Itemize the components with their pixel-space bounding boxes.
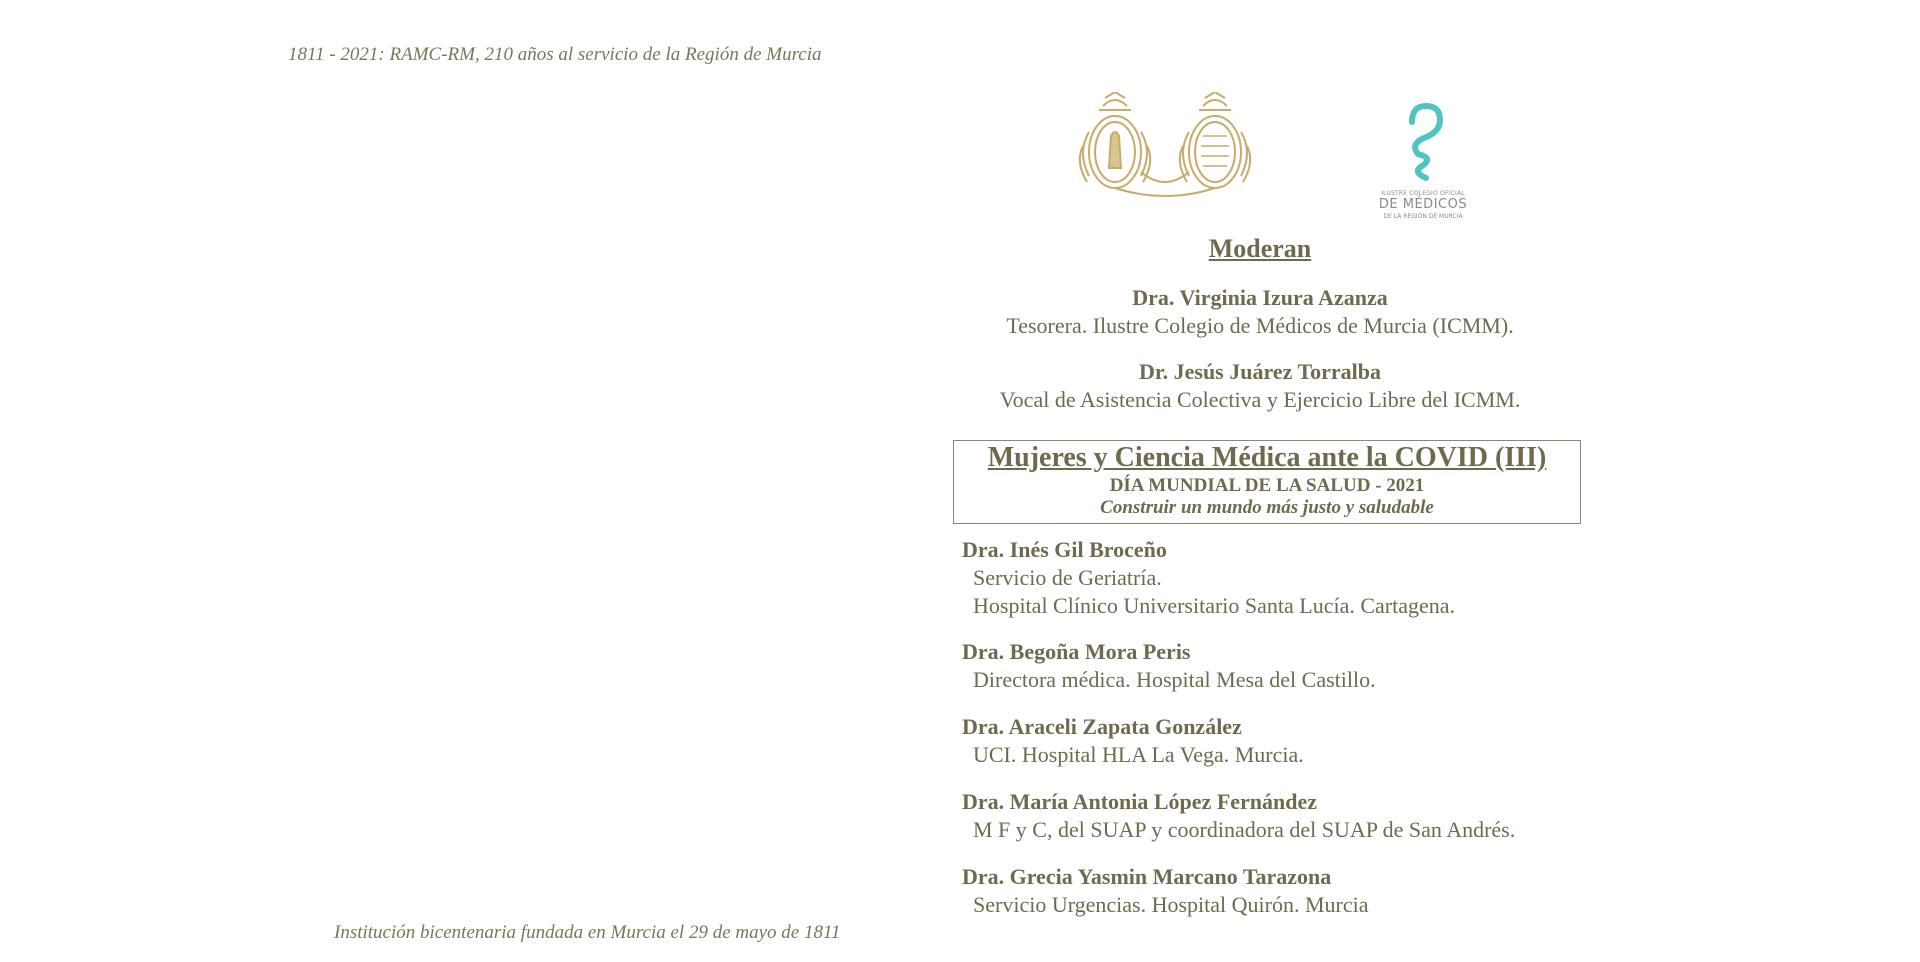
speaker-detail: Hospital Clínico Universitario Santa Lucía. Cartagena. <box>973 593 1456 618</box>
college-logo-line3: DE LA REGIÓN DE MURCIA <box>1383 213 1463 220</box>
event-tagline: Construir un mundo más justo y saludable <box>1100 497 1434 518</box>
speaker-name: Dra. Grecia Yasmin Marcano Tarazona <box>962 864 1332 889</box>
speaker-name: Dra. María Antonia López Fernández <box>962 789 1318 814</box>
college-logo <box>1378 100 1468 222</box>
academy-crests-logo <box>1075 92 1265 204</box>
moderator-1 <box>940 284 1580 340</box>
speaker-detail: Servicio Urgencias. Hospital Quirón. Murcia <box>973 892 1369 917</box>
speaker-detail: M F y C, del SUAP y coordinadora del SUAP de San Andrés. <box>973 817 1516 842</box>
header-note: 1811 - 2021: RAMC-RM, 210 años al servicio de la Región de Murcia <box>288 44 822 65</box>
speaker-name: Dra. Begoña Mora Peris <box>962 639 1191 664</box>
speaker-detail: Directora médica. Hospital Mesa del Castillo. <box>973 667 1376 692</box>
moderator-2 <box>940 358 1580 414</box>
speaker-1 <box>962 536 1662 620</box>
event-subtitle: DÍA MUNDIAL DE LA SALUD - 2021 <box>1109 475 1425 496</box>
footer-note: Institución bicentenaria fundada en Murcia el 29 de mayo de 1811 <box>334 922 841 943</box>
moderator-name: Dr. Jesús Juárez Torralba <box>1138 359 1382 384</box>
moderator-role: Tesorera. Ilustre Colegio de Médicos de Murcia (ICMM). <box>1006 313 1514 338</box>
event-title: Mujeres y Ciencia Médica ante la COVID (III) <box>987 442 1547 473</box>
speaker-3 <box>962 713 1662 769</box>
moderators-heading: Moderan <box>1208 234 1312 263</box>
speaker-name: Dra. Inés Gil Broceño <box>962 537 1167 562</box>
event-title-box <box>953 440 1581 524</box>
speaker-5 <box>962 863 1662 919</box>
moderator-role: Vocal de Asistencia Colectiva y Ejercicio Libre del ICMM. <box>999 387 1521 412</box>
speaker-4 <box>962 788 1662 844</box>
moderator-name: Dra. Virginia Izura Azanza <box>1132 285 1388 310</box>
college-logo-line1: ILUSTRE COLEGIO OFICIAL <box>1381 190 1465 197</box>
speaker-detail: Servicio de Geriatría. <box>973 565 1162 590</box>
speaker-2 <box>962 638 1662 694</box>
speaker-name: Dra. Araceli Zapata González <box>962 714 1242 739</box>
college-logo-line2: DE MÉDICOS <box>1378 197 1468 212</box>
speaker-detail: UCI. Hospital HLA La Vega. Murcia. <box>973 742 1304 767</box>
staff-icon <box>1378 100 1468 188</box>
